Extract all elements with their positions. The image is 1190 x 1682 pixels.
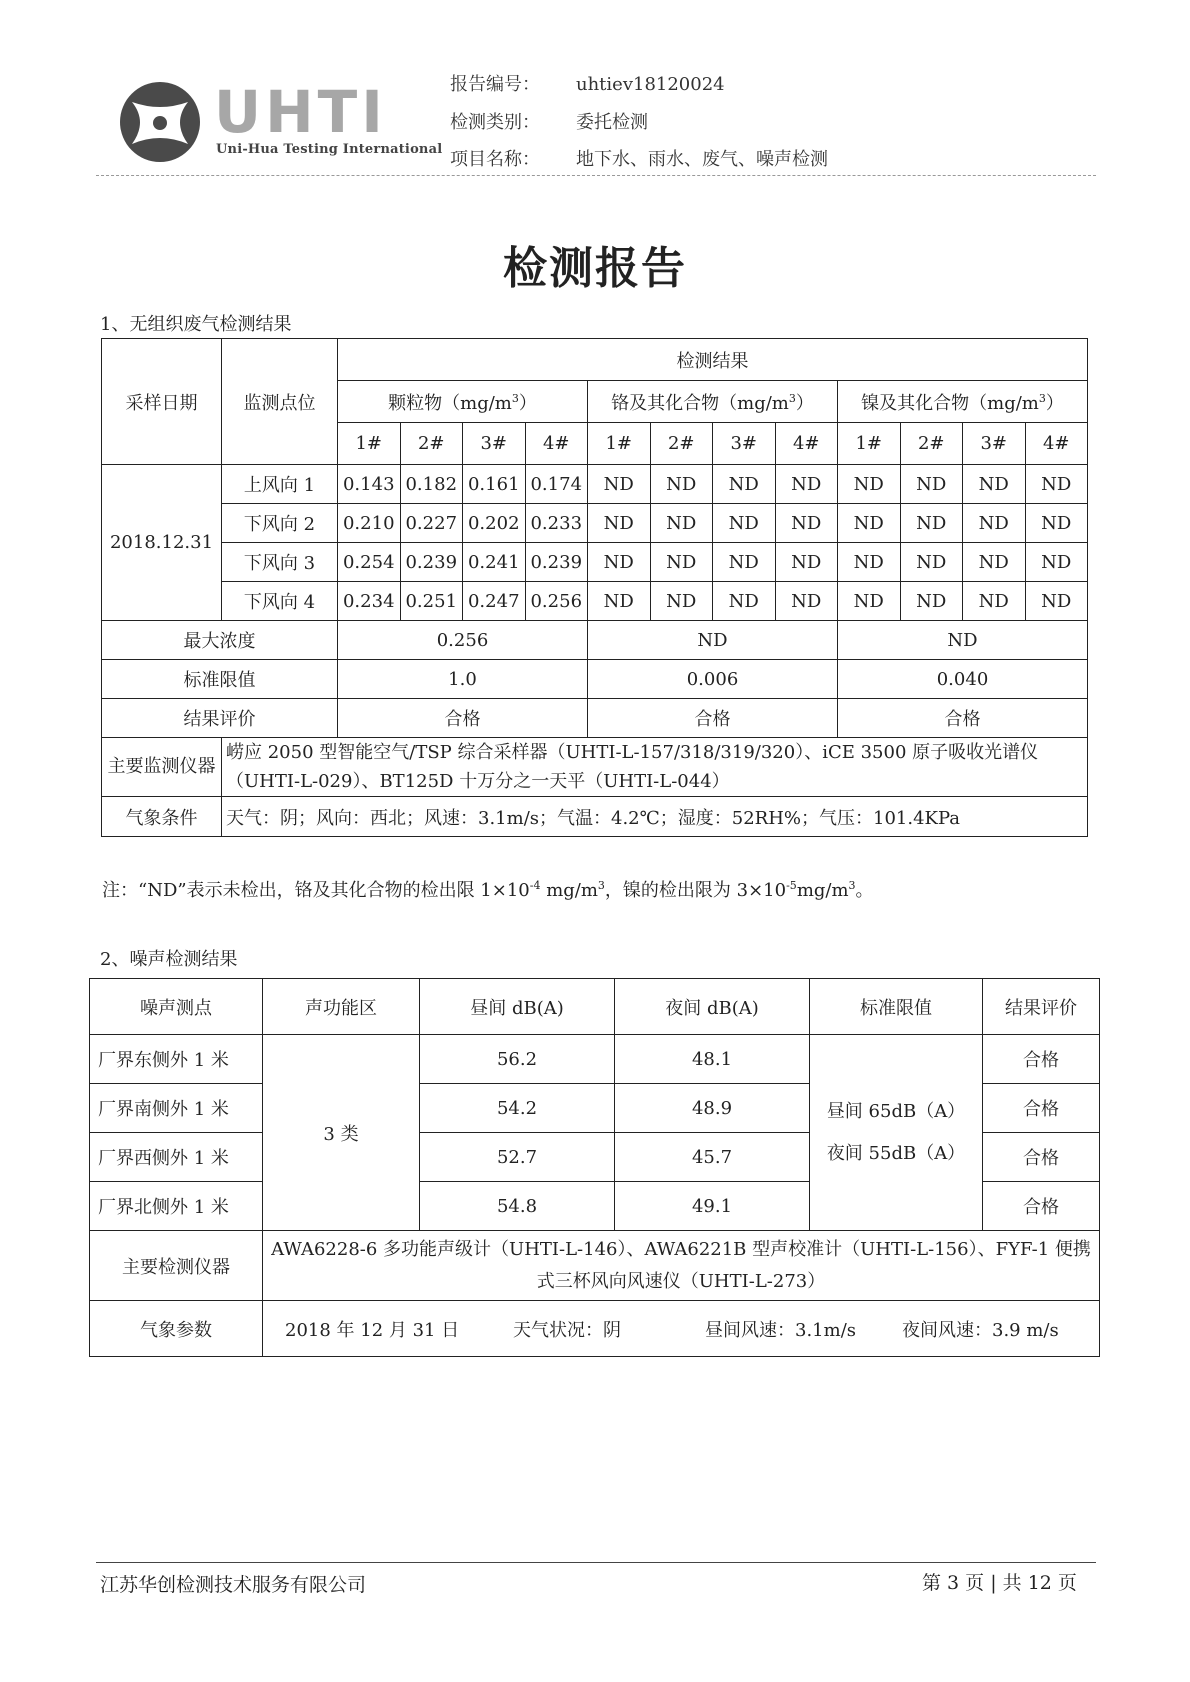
value-cell: ND bbox=[775, 504, 838, 543]
noise-point-cell: 厂界北侧外 1 米 bbox=[90, 1182, 263, 1231]
table-row bbox=[90, 1035, 1100, 1084]
summary-value: ND bbox=[588, 621, 838, 660]
noise-result-cell: 合格 bbox=[983, 1182, 1100, 1231]
noise-night-cell: 48.9 bbox=[615, 1084, 810, 1133]
value-cell: 0.182 bbox=[400, 465, 463, 504]
weather-label: 气象条件 bbox=[102, 797, 222, 837]
sample-number-header: 2# bbox=[900, 423, 963, 465]
summary-value: 0.256 bbox=[338, 621, 588, 660]
noise-point-cell: 厂界东侧外 1 米 bbox=[90, 1035, 263, 1084]
value-cell: 0.251 bbox=[400, 582, 463, 621]
value-cell: ND bbox=[838, 465, 901, 504]
noise-day-cell: 54.2 bbox=[420, 1084, 615, 1133]
noise-zone-cell: 3 类 bbox=[263, 1035, 420, 1231]
noise-weather-text bbox=[263, 1301, 1100, 1357]
noise-result-cell: 合格 bbox=[983, 1035, 1100, 1084]
summary-value: ND bbox=[838, 621, 1088, 660]
noise-night-cell: 49.1 bbox=[615, 1182, 810, 1231]
summary-value: 合格 bbox=[838, 699, 1088, 738]
noise-night-cell: 45.7 bbox=[615, 1133, 810, 1182]
noise-day-cell: 54.8 bbox=[420, 1182, 615, 1231]
summary-value: 0.040 bbox=[838, 660, 1088, 699]
value-cell: 0.143 bbox=[338, 465, 401, 504]
weather-day-wind: 昼间风速：3.1m/s bbox=[705, 1319, 856, 1341]
pollutant-particulate: 颗粒物$(mg/m^3)$ bbox=[338, 381, 588, 423]
summary-row bbox=[102, 621, 1088, 660]
noise-col-header: 结果评价 bbox=[983, 979, 1100, 1035]
value-cell: ND bbox=[650, 504, 713, 543]
footer-divider bbox=[96, 1562, 1096, 1563]
pollutant-chromium: 铬及其化合物$(mg/m^3)$ bbox=[588, 381, 838, 423]
logo-subtitle: Uni-Hua Testing International bbox=[216, 142, 443, 157]
summary-row bbox=[102, 660, 1088, 699]
sample-number-header: 4# bbox=[525, 423, 588, 465]
sample-number-header: 1# bbox=[838, 423, 901, 465]
meta-report-number: 报告编号： uhtiev18120024 bbox=[450, 74, 725, 95]
summary-value: 1.0 bbox=[338, 660, 588, 699]
noise-point-cell: 厂界南侧外 1 米 bbox=[90, 1084, 263, 1133]
sample-number-header: 3# bbox=[463, 423, 526, 465]
value-cell: ND bbox=[900, 465, 963, 504]
noise-result-cell: 合格 bbox=[983, 1133, 1100, 1182]
monitor-point-cell: 下风向 4 bbox=[222, 582, 338, 621]
limit-night: 夜间 55dB（A） bbox=[826, 1142, 966, 1164]
table-row bbox=[102, 504, 1088, 543]
value-cell: 0.239 bbox=[400, 543, 463, 582]
results-header: 检测结果 bbox=[338, 339, 1088, 381]
exhaust-gas-table bbox=[101, 338, 1088, 837]
noise-night-cell: 48.1 bbox=[615, 1035, 810, 1084]
summary-label: 最大浓度 bbox=[102, 621, 338, 660]
value-cell: ND bbox=[650, 543, 713, 582]
noise-table bbox=[89, 978, 1100, 1357]
value-cell: ND bbox=[588, 582, 651, 621]
value-cell: ND bbox=[588, 465, 651, 504]
noise-instrument-text: AWA6228-6 多功能声级计（UHTI-L-146）、AWA6221B 型声校准计（UHTI-L-156）、FYF-1 便携式三杯风向风速仪（UHTI-L-273） bbox=[263, 1231, 1100, 1301]
sample-number-header: 4# bbox=[775, 423, 838, 465]
monitor-point-cell: 下风向 3 bbox=[222, 543, 338, 582]
sampling-date-cell: 2018.12.31 bbox=[102, 465, 222, 621]
value-cell: 0.233 bbox=[525, 504, 588, 543]
col-sampling-date: 采样日期 bbox=[102, 339, 222, 465]
monitor-point-cell: 上风向 1 bbox=[222, 465, 338, 504]
noise-col-header: 声功能区 bbox=[263, 979, 420, 1035]
value-cell: ND bbox=[1025, 504, 1088, 543]
noise-point-cell: 厂界西侧外 1 米 bbox=[90, 1133, 263, 1182]
logo-wordmark: UHTI bbox=[214, 78, 387, 146]
limit-day: 昼间 65dB（A） bbox=[826, 1100, 966, 1122]
section2-heading: 2、噪声检测结果 bbox=[100, 949, 238, 970]
noise-result-cell: 合格 bbox=[983, 1084, 1100, 1133]
value-cell: ND bbox=[588, 504, 651, 543]
value-cell: ND bbox=[650, 465, 713, 504]
section1-heading: 1、无组织废气检测结果 bbox=[100, 314, 292, 335]
value-cell: ND bbox=[1025, 465, 1088, 504]
pollutant-nickel: 镍及其化合物$(mg/m^3)$ bbox=[838, 381, 1088, 423]
value-cell: 0.174 bbox=[525, 465, 588, 504]
table-row bbox=[102, 465, 1088, 504]
noise-col-header: 噪声测点 bbox=[90, 979, 263, 1035]
value-cell: 0.247 bbox=[463, 582, 526, 621]
summary-label: 标准限值 bbox=[102, 660, 338, 699]
noise-header-row bbox=[90, 979, 1100, 1035]
noise-instrument-label: 主要检测仪器 bbox=[90, 1231, 263, 1301]
summary-value: 合格 bbox=[588, 699, 838, 738]
instrument-text: 崂应 2050 型智能空气/TSP 综合采样器（UHTI-L-157/318/319/320）、iCE 3500 原子吸收光谱仪（UHTI-L-029）、BT125D 十万分之一天平（UHTI-L-044） bbox=[222, 738, 1088, 797]
noise-limit-cell bbox=[810, 1035, 983, 1231]
col-monitor-point: 监测点位 bbox=[222, 339, 338, 465]
weather-text: 天气：阴；风向：西北；风速：3.1m/s；气温：4.2℃；湿度：52RH%；气压：101.4KPa bbox=[222, 797, 1088, 837]
value-cell: ND bbox=[1025, 543, 1088, 582]
value-cell: ND bbox=[713, 582, 776, 621]
weather-night-wind: 夜间风速：3.9 m/s bbox=[902, 1319, 1059, 1341]
noise-day-cell: 52.7 bbox=[420, 1133, 615, 1182]
value-cell: 0.239 bbox=[525, 543, 588, 582]
noise-col-header: 标准限值 bbox=[810, 979, 983, 1035]
weather-date: 2018 年 12 月 31 日 bbox=[285, 1319, 460, 1341]
summary-row bbox=[102, 699, 1088, 738]
meta-test-type: 检测类别： 委托检测 bbox=[450, 112, 648, 133]
value-cell: 0.256 bbox=[525, 582, 588, 621]
header-divider bbox=[96, 175, 1096, 176]
sample-number-header: 4# bbox=[1025, 423, 1088, 465]
value-cell: ND bbox=[775, 582, 838, 621]
value-cell: ND bbox=[838, 543, 901, 582]
detection-limit-note: 注：“ND”表示未检出，铬及其化合物的检出限 $1\times 10^{-4}$ $mg/m^3$，镍的检出限为 $3\times 10^{-5}mg/m^3$。 bbox=[102, 879, 874, 901]
value-cell: ND bbox=[963, 504, 1026, 543]
company-logo bbox=[112, 72, 208, 168]
report-title: 检测报告 bbox=[503, 243, 687, 294]
value-cell: 0.210 bbox=[338, 504, 401, 543]
value-cell: ND bbox=[650, 582, 713, 621]
instrument-label: 主要监测仪器 bbox=[102, 738, 222, 797]
table-row bbox=[102, 582, 1088, 621]
value-cell: ND bbox=[713, 465, 776, 504]
value-cell: ND bbox=[1025, 582, 1088, 621]
value-cell: 0.202 bbox=[463, 504, 526, 543]
value-cell: ND bbox=[963, 582, 1026, 621]
noise-weather-label: 气象参数 bbox=[90, 1301, 263, 1357]
summary-value: 合格 bbox=[338, 699, 588, 738]
meta-project-name: 项目名称： 地下水、雨水、废气、噪声检测 bbox=[450, 149, 828, 170]
sample-number-header: 2# bbox=[650, 423, 713, 465]
noise-day-cell: 56.2 bbox=[420, 1035, 615, 1084]
value-cell: ND bbox=[775, 543, 838, 582]
sample-number-header: 2# bbox=[400, 423, 463, 465]
value-cell: ND bbox=[713, 504, 776, 543]
sample-number-header: 3# bbox=[963, 423, 1026, 465]
value-cell: ND bbox=[963, 543, 1026, 582]
table-row bbox=[102, 543, 1088, 582]
value-cell: 0.234 bbox=[338, 582, 401, 621]
value-cell: 0.161 bbox=[463, 465, 526, 504]
value-cell: ND bbox=[713, 543, 776, 582]
value-cell: ND bbox=[963, 465, 1026, 504]
summary-label: 结果评价 bbox=[102, 699, 338, 738]
value-cell: ND bbox=[775, 465, 838, 504]
noise-col-header: 夜间 dB(A) bbox=[615, 979, 810, 1035]
value-cell: ND bbox=[838, 504, 901, 543]
sample-number-header: 1# bbox=[338, 423, 401, 465]
sample-number-header: 3# bbox=[713, 423, 776, 465]
noise-col-header: 昼间 dB(A) bbox=[420, 979, 615, 1035]
value-cell: ND bbox=[900, 582, 963, 621]
footer-page-number: 第 3 页 | 共 12 页 bbox=[922, 1572, 1077, 1594]
value-cell: ND bbox=[838, 582, 901, 621]
value-cell: ND bbox=[588, 543, 651, 582]
value-cell: 0.227 bbox=[400, 504, 463, 543]
value-cell: 0.254 bbox=[338, 543, 401, 582]
sample-number-header: 1# bbox=[588, 423, 651, 465]
weather-condition: 天气状况：阴 bbox=[513, 1319, 621, 1341]
value-cell: ND bbox=[900, 504, 963, 543]
value-cell: ND bbox=[900, 543, 963, 582]
footer-company: 江苏华创检测技术服务有限公司 bbox=[100, 1574, 367, 1596]
summary-value: 0.006 bbox=[588, 660, 838, 699]
value-cell: 0.241 bbox=[463, 543, 526, 582]
monitor-point-cell: 下风向 2 bbox=[222, 504, 338, 543]
